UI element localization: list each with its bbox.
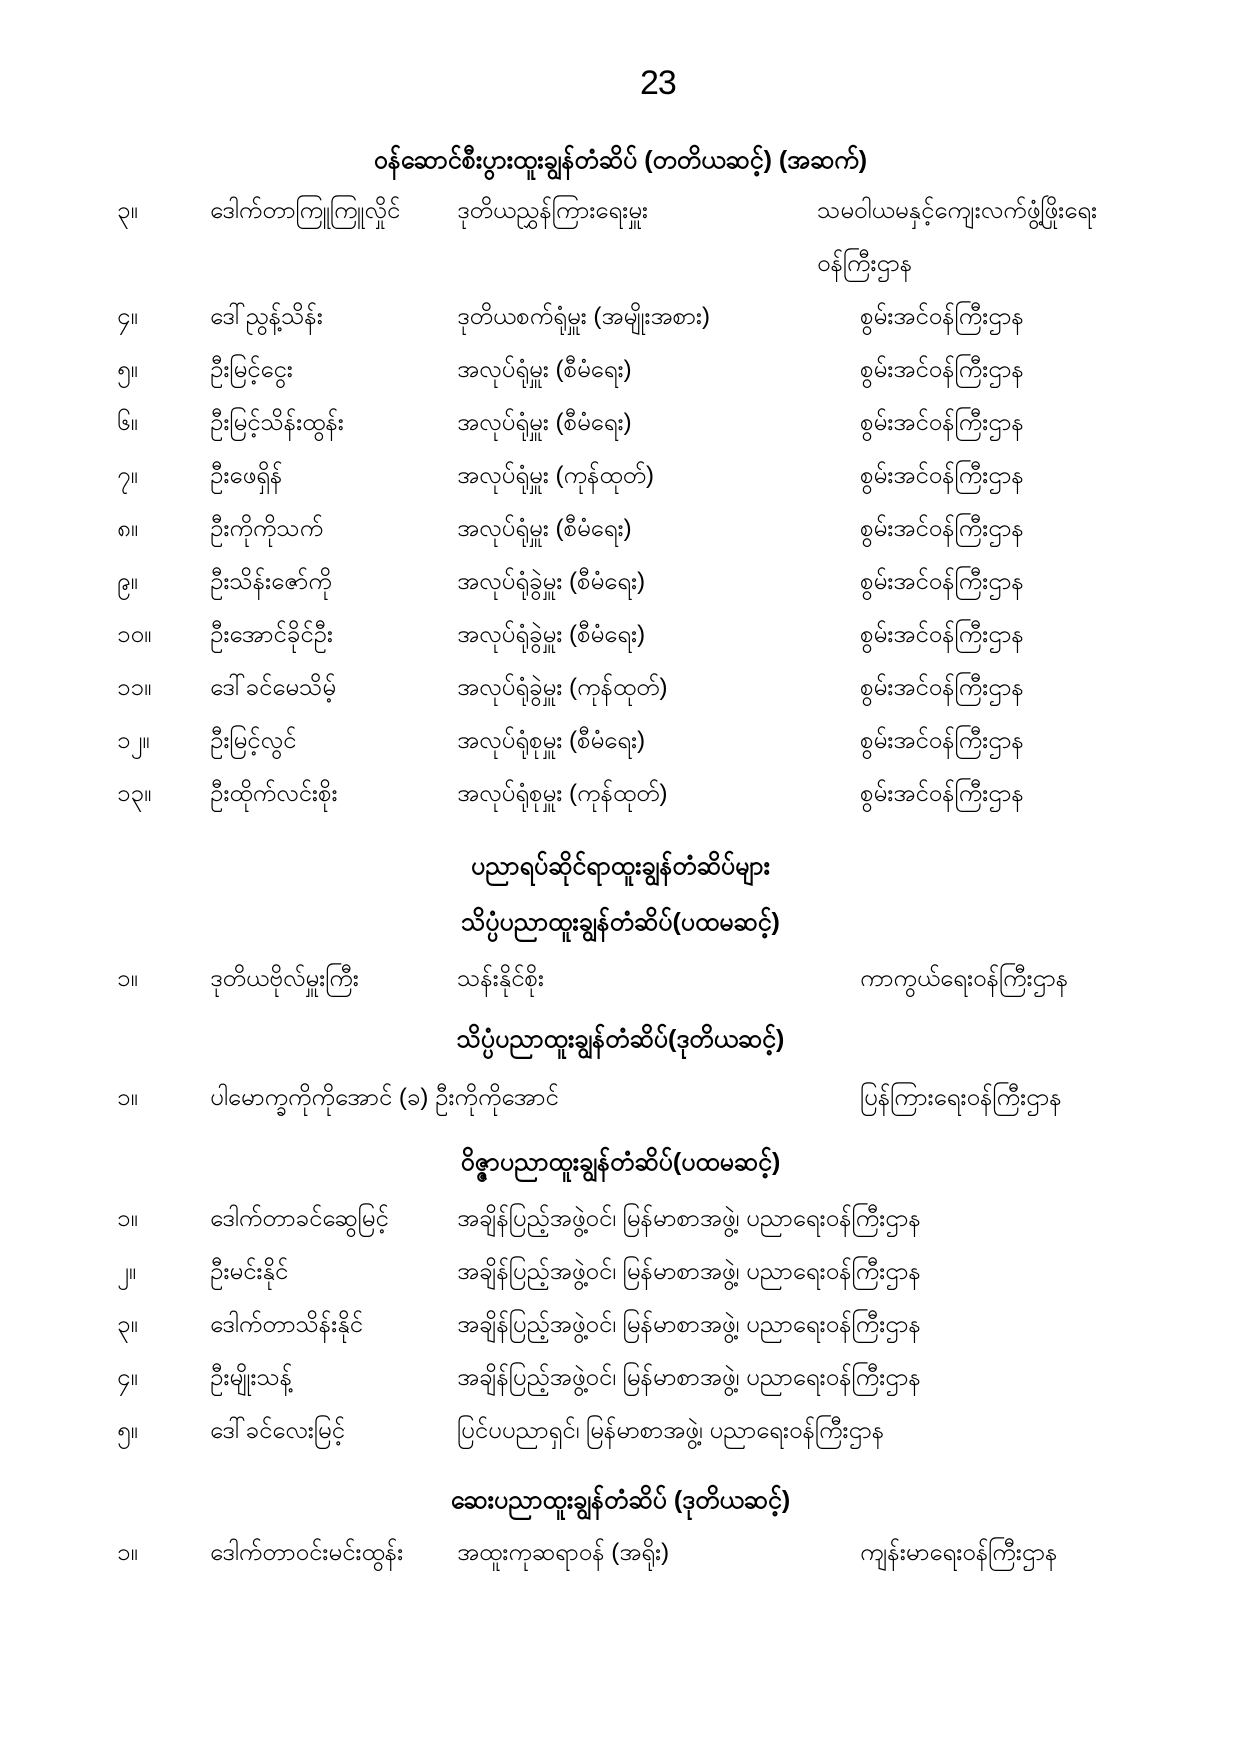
section-service-economic [0, 0, 1241, 820]
row-description: အချိန်ပြည့်အဖွဲ့ဝင်၊ မြန်မာစာအဖွဲ့၊ ပညာရေးဝန်ကြီးဌာန [457, 1364, 921, 1391]
row-name: ဦးမျိုးသန့် [210, 1364, 293, 1391]
section-title: ဆေးပညာထူးချွန်တံဆိပ် (ဒုတိယဆင့်) [450, 1486, 791, 1514]
row-name: ဒေါ်ခင်လေးမြင့် [210, 1417, 345, 1444]
table-row [0, 1526, 1241, 1579]
row-number: ၂။ [117, 1258, 137, 1285]
row-ministry: စွမ်းအင်ဝန်ကြီးဌာန [860, 303, 1024, 330]
row-name: ဒေါက်တာကြူကြူလှိုင် [210, 197, 401, 224]
table-row [0, 555, 1241, 608]
row-ministry-line: သမဝါယမနှင့်ကျေးလက်ဖွံ့ဖြိုးရေး [817, 197, 1098, 224]
row-ministry: စွမ်းအင်ဝန်ကြီးဌာန [860, 780, 1024, 807]
row-position: ဒုတိယစက်ရုံမှူး (အမျိုးအစား) [457, 303, 710, 330]
table-row [0, 290, 1241, 343]
row-ministry: စွမ်းအင်ဝန်ကြီးဌာန [860, 674, 1024, 701]
row-number: ၁၁။ [117, 674, 152, 701]
row-description: အချိန်ပြည့်အဖွဲ့ဝင်၊ မြန်မာစာအဖွဲ့၊ ပညာရေးဝန်ကြီးဌာန [457, 1205, 921, 1232]
table-row [0, 1192, 1241, 1245]
row-name: ဒေါက်တာဝင်းမင်းထွန်း [210, 1539, 404, 1566]
row-position: အထူးကုဆရာဝန် (အရိုး) [457, 1539, 670, 1566]
row-position: အလုပ်ရုံခွဲမှူး (စီမံရေး) [457, 568, 646, 595]
row-name: ဦးသိန်းဇော်ကို [210, 568, 332, 595]
row-ministry: စွမ်းအင်ဝန်ကြီးဌာန [860, 727, 1024, 754]
table-row [0, 184, 1241, 290]
row-position: အလုပ်ရုံမှူး (စီမံရေး) [457, 356, 632, 383]
row-number: ၁။ [117, 1084, 138, 1111]
row-name: ဒေါက်တာခင်ဆွေမြင့် [210, 1205, 389, 1232]
table-row [0, 449, 1241, 502]
section-science-first [0, 886, 1241, 1005]
row-ministry: စွမ်းအင်ဝန်ကြီးဌာန [860, 515, 1024, 542]
row-description: အချိန်ပြည့်အဖွဲ့ဝင်၊ မြန်မာစာအဖွဲ့၊ ပညာရေးဝန်ကြီးဌာန [457, 1311, 921, 1338]
row-name: ပါမောက္ခကိုကိုအောင် (ခ) ဦးကိုကိုအောင် [210, 1084, 559, 1111]
row-number: ၅။ [117, 1417, 138, 1444]
row-number: ၁။ [117, 1205, 138, 1232]
table-row [0, 1351, 1241, 1404]
row-ministry: စွမ်းအင်ဝန်ကြီးဌာန [860, 568, 1024, 595]
section-arts-first [0, 1124, 1241, 1457]
row-ministry: စွမ်းအင်ဝန်ကြီးဌာန [860, 462, 1024, 489]
row-position: အလုပ်ရုံစုမှူး (စီမံရေး) [457, 727, 646, 754]
table-row [0, 952, 1241, 1005]
row-number: ၁၀။ [117, 621, 152, 648]
row-ministry [817, 184, 1241, 290]
row-name: သန်းနိုင်စိုး [457, 965, 545, 992]
table-row [0, 767, 1241, 820]
row-position: အလုပ်ရုံမှူး (စီမံရေး) [457, 515, 632, 542]
row-ministry: ကာကွယ်ရေးဝန်ကြီးဌာန [860, 965, 1069, 992]
row-number: ၅။ [117, 356, 138, 383]
row-number: ၁။ [117, 965, 138, 992]
row-rank: ဒုတိယဗိုလ်မှူးကြီး [210, 965, 359, 992]
row-ministry: ကျန်းမာရေးဝန်ကြီးဌာန [860, 1539, 1058, 1566]
section-science-second [0, 1005, 1241, 1124]
table-row [0, 1245, 1241, 1298]
row-description: အချိန်ပြည့်အဖွဲ့ဝင်၊ မြန်မာစာအဖွဲ့၊ ပညာရေးဝန်ကြီးဌာန [457, 1258, 921, 1285]
row-number: ၄။ [117, 303, 138, 330]
section-title: ပညာရပ်ဆိုင်ရာထူးချွန်တံဆိပ်များ [470, 852, 771, 880]
row-position: ဒုတိယညွှန်ကြားရေးမှူး [457, 197, 648, 224]
row-position: အလုပ်ရုံခွဲမှူး (စီမံရေး) [457, 621, 646, 648]
row-description: ပြင်ပပညာရှင်၊ မြန်မာစာအဖွဲ့၊ ပညာရေးဝန်ကြီးဌာန [457, 1417, 885, 1444]
row-ministry: စွမ်းအင်ဝန်ကြီးဌာန [860, 621, 1024, 648]
row-number: ၃။ [117, 1311, 138, 1338]
section-medicine-second [0, 1457, 1241, 1579]
row-number: ၆။ [117, 409, 138, 436]
row-number: ၇။ [117, 462, 138, 489]
row-name: ဦးထိုက်လင်းစိုး [210, 780, 338, 807]
row-number: ၉။ [117, 568, 138, 595]
row-name: ဦးအောင်ခိုင်ဦး [210, 621, 333, 648]
row-ministry: စွမ်းအင်ဝန်ကြီးဌာန [860, 356, 1024, 383]
row-ministry-line: ဝန်ကြီးဌာန [817, 250, 913, 277]
section-rows [0, 1192, 1241, 1457]
row-position: အလုပ်ရုံစုမှူး (ကုန်ထုတ်) [457, 780, 668, 807]
row-ministry: ပြန်ကြားရေးဝန်ကြီးဌာန [860, 1084, 1062, 1111]
table-row [0, 1404, 1241, 1457]
row-number: ၁။ [117, 1539, 138, 1566]
row-name: ဦးမင်းနိုင် [210, 1258, 289, 1285]
section-rows [0, 952, 1241, 1005]
row-position: အလုပ်ရုံခွဲမှူး (ကုန်ထုတ်) [457, 674, 668, 701]
row-name: ဦးမြင့်ငွေး [210, 356, 293, 383]
table-row [0, 1071, 1241, 1124]
row-number: ၃။ [117, 197, 138, 224]
row-name: ဦးမြင့်လွင် [210, 727, 297, 754]
table-row [0, 502, 1241, 555]
row-number: ၁၃။ [117, 780, 152, 807]
row-ministry: စွမ်းအင်ဝန်ကြီးဌာန [860, 409, 1024, 436]
table-row [0, 396, 1241, 449]
table-row [0, 1298, 1241, 1351]
row-name: ဦးမြင့်သိန်းထွန်း [210, 409, 344, 436]
section-title: သိပ္ပံပညာထူးချွန်တံဆိပ်(ပထမဆင့်) [461, 908, 780, 936]
table-row [0, 608, 1241, 661]
table-row [0, 714, 1241, 767]
row-number: ၈။ [117, 515, 138, 542]
table-row [0, 661, 1241, 714]
section-rows [0, 1071, 1241, 1124]
section-title: ဝန်ဆောင်စီးပွားထူးချွန်တံဆိပ် (တတိယဆင့်) (အဆက်) [373, 146, 868, 174]
section-rows [0, 1526, 1241, 1579]
row-name: ဦးကိုကိုသက် [210, 515, 324, 542]
row-position: အလုပ်ရုံမှူး (စီမံရေး) [457, 409, 632, 436]
row-name: ဦးဖေရှိန် [210, 462, 283, 489]
row-name: ဒေါက်တာသိန်းနိုင် [210, 1311, 363, 1338]
section-rows [0, 184, 1241, 820]
row-name: ဒေါ်ခင်မေသိမ့် [210, 674, 336, 701]
section-academic-group [0, 820, 1241, 886]
row-number: ၄။ [117, 1364, 138, 1391]
table-row [0, 343, 1241, 396]
section-title: သိပ္ပံပညာထူးချွန်တံဆိပ်(ဒုတိယဆင့်) [456, 1025, 785, 1053]
page-number: 23 [640, 64, 676, 102]
row-name: ဒေါ်ညွန့်သိန်း [210, 303, 323, 330]
section-title: ဝိဇ္ဇာပညာထူးချွန်တံဆိပ်(ပထမဆင့်) [460, 1148, 781, 1176]
row-position: အလုပ်ရုံမှူး (ကုန်ထုတ်) [457, 462, 654, 489]
row-number: ၁၂။ [117, 727, 150, 754]
